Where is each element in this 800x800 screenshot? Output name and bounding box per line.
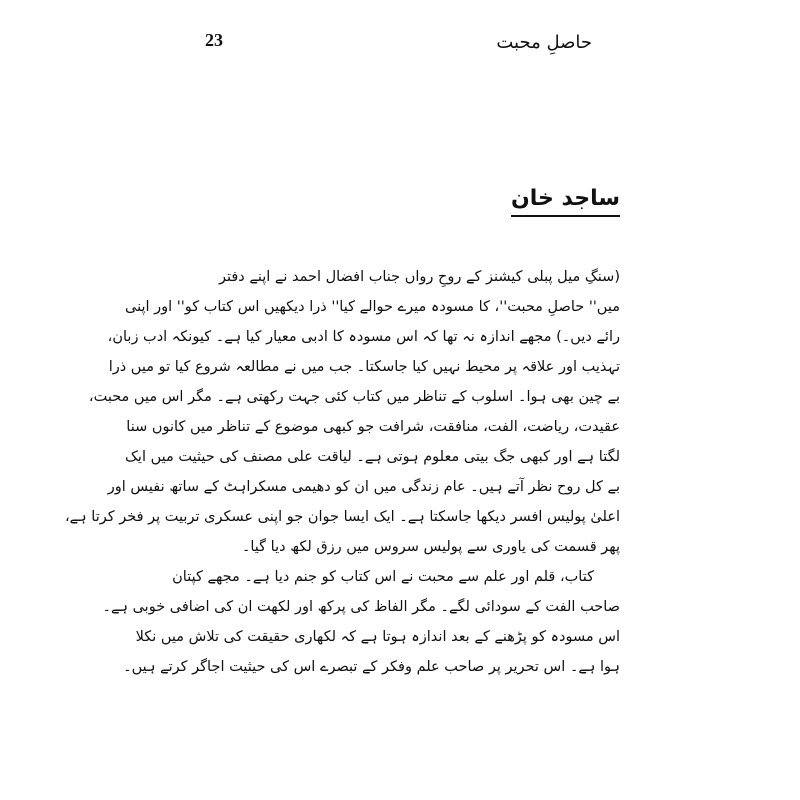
text-line: ہوا ہے۔ اس تحریر پر صاحب علم وفکر کے تبصرے اس کی حیثیت اجاگر کرتے ہیں۔	[123, 659, 620, 675]
text-line: پھر قسمت کی یاوری سے پولیس سروس میں رزق لکھ دیا گیا۔	[241, 539, 620, 555]
text-line: صاحب الفت کے سودائی لگے۔ مگر الفاظ کی پرکھ اور لکھت ان کی اضافی خوبی ہے۔	[102, 599, 620, 615]
text-line: اعلیٰ پولیس افسر دیکھا جاسکتا ہے۔ ایک ایسا جوان جو اپنی عسکری تربیت پر فخر کرتا ہے،	[65, 509, 620, 525]
text-line: تہذیب اور علاقہ پر محیط نہیں کیا جاسکتا۔ جب میں نے مطالعہ شروع کیا تو میں ذرا	[108, 359, 620, 375]
text-line: بے چین بھی ہوا۔ اسلوب کے تناظر میں کتاب کئی جہت رکھتی ہے۔ مگر اس میں محبت،	[88, 389, 620, 405]
body-text	[65, 262, 620, 682]
text-line: کتاب، قلم اور علم سے محبت نے اس کتاب کو جنم دیا ہے۔ مجھے کپتان	[172, 569, 594, 585]
text-line: اس مسودہ کو پڑھنے کے بعد اندازہ ہوتا ہے کہ لکھاری حقیقت کی تلاش میں نکلا	[135, 629, 620, 645]
running-header-title: حاصلِ محبت	[496, 32, 592, 53]
text-line: میں'' حاصلِ محبت''، کا مسودہ میرے حوالے کیا'' ذرا دیکھیں اس کتاب کو'' اور اپنی	[124, 299, 620, 315]
text-line: رائے دیں۔) مجھے اندازہ نہ تھا کہ اس مسودہ کا ادبی معیار کیا ہے۔ کیونکہ ادب زبان،	[107, 329, 620, 345]
page-number: 23	[205, 30, 223, 50]
section-author-title: ساجد خان	[511, 186, 620, 217]
text-line: عقیدت، ریاضت، الفت، منافقت، شرافت جو کبھی موضوع کے تناظر میں کانوں سنا	[126, 419, 620, 435]
text-line: (سنگِ میل پبلی کیشنز کے روحِ رواں جناب افضال احمد نے اپنے دفتر	[218, 269, 620, 285]
text-line: بے کل روح نظر آتے ہیں۔ عام زندگی میں ان کو دھیمی مسکراہٹ کے ساتھ نفیس اور	[107, 479, 620, 495]
text-line: لگتا ہے اور کبھی جگ بیتی معلوم ہوتی ہے۔ لیاقت علی مصنف کی حیثیت میں ایک	[124, 449, 620, 465]
